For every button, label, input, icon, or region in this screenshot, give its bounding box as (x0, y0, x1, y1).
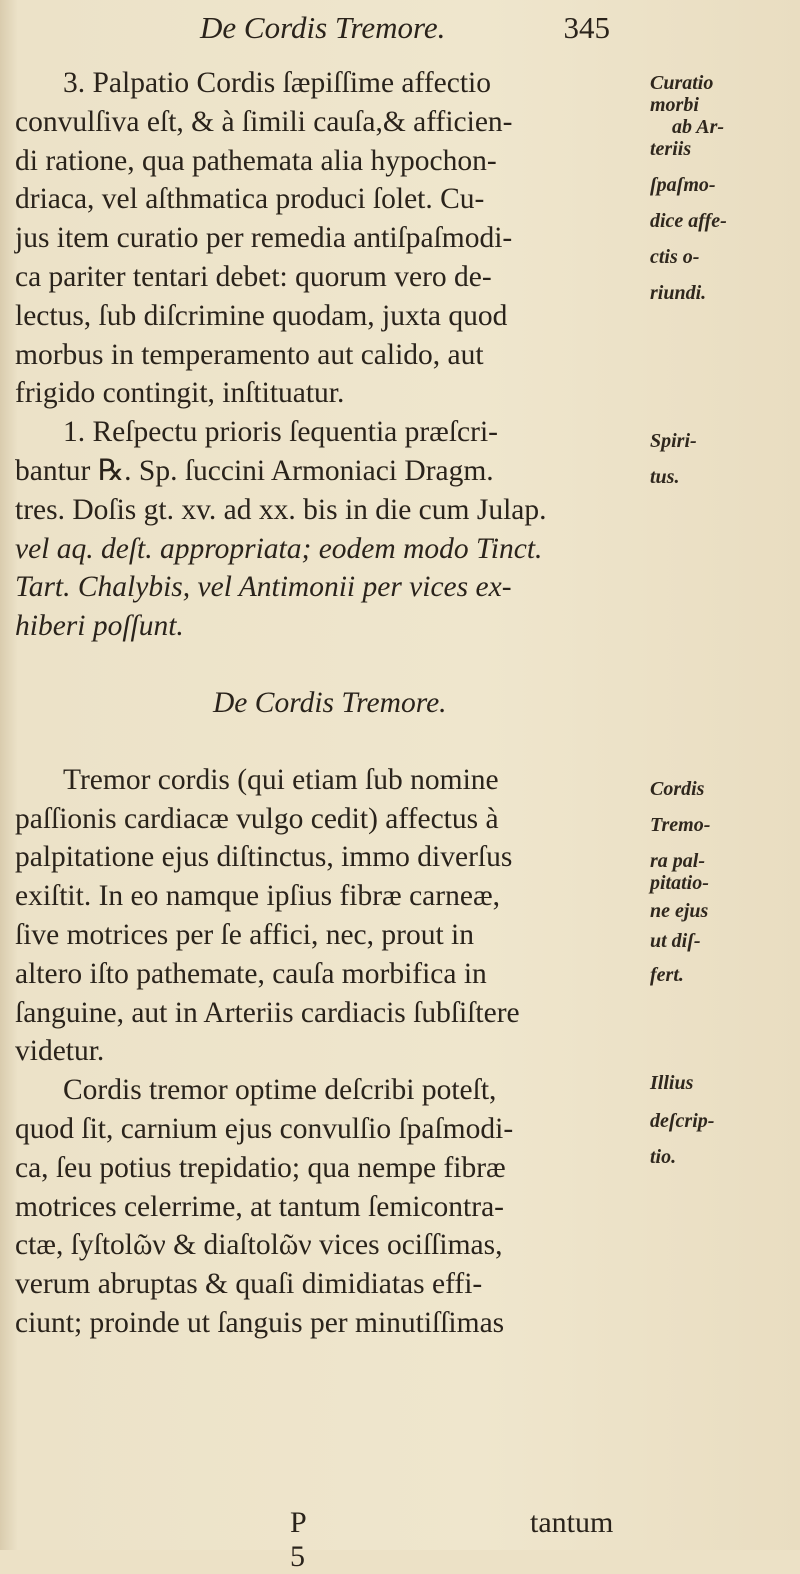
marginal-note-tremor (650, 778, 800, 986)
margin-line: teriis (650, 138, 692, 160)
text-line: convulſiva eſt, & à ſimili cauſa,& afficien- (15, 105, 513, 138)
margin-line: ſpaſmo- (650, 174, 716, 196)
page-number: 345 (563, 10, 610, 45)
margin-line: dice affe- (650, 210, 727, 232)
text-line: ſanguine, aut in Arteriis cardiacis ſubſiſtere (15, 996, 520, 1029)
running-head-title: De Cordis Tremore. (200, 10, 446, 45)
margin-line: tus. (650, 466, 680, 488)
recipe-line: bantur ℞. Sp. ſuccini Armoniaci Dragm. (15, 454, 494, 487)
text-line: morbus in temperamento aut calido, aut (15, 338, 484, 371)
section-heading: De Cordis Tremore. (213, 686, 447, 719)
margin-line: tio. (650, 1146, 677, 1168)
margin-line: morbi (650, 94, 699, 116)
running-head (200, 10, 670, 56)
recipe-line: hiberi poſſunt. (15, 610, 184, 643)
margin-line: ra pal- (650, 850, 705, 872)
text-line: quod ſit, carnium ejus convulſio ſpaſmodi- (15, 1112, 514, 1145)
margin-line: ab Ar- (672, 116, 725, 138)
text-line: motrices celerrime, at tantum ſemicontra- (15, 1190, 504, 1223)
text-line: exiſtit. In eo namque ipſius fibræ carneæ, (15, 880, 500, 913)
text-line: ca, ſeu potius trepidatio; qua nempe fibræ (15, 1151, 506, 1184)
margin-line: pitatio- (650, 872, 709, 894)
text-line: 3. Palpatio Cordis ſæpiſſime affectio (63, 67, 491, 99)
recipe-line: 1. Reſpectu prioris ſequentia præſcri- (63, 416, 498, 449)
main-text (15, 64, 635, 1343)
margin-line: fert. (650, 964, 684, 986)
recipe-line: vel aq. deſt. appropriata; eodem modo Tinct. (15, 532, 543, 565)
text-line: palpitatione ejus diſtinctus, immo diverſus (15, 841, 513, 874)
margin-line: ne ejus (650, 900, 709, 922)
text-line: jus item curatio per remedia antiſpaſmodi- (15, 222, 513, 255)
text-line: paſſionis cardiacæ vulgo cedit) affectus à (15, 802, 499, 835)
text-line: altero iſto pathemate, cauſa morbifica in (15, 957, 487, 990)
marginal-note-spiritus (650, 430, 800, 488)
margin-line: Illius (650, 1072, 694, 1094)
text-line: ctæ, ſyſtolῶν & diaſtolῶν vices ociſſimas, (15, 1229, 503, 1262)
text-line: verum abruptas & quaſi dimidiatas effi- (15, 1268, 483, 1301)
text-line: di ratione, qua pathemata alia hypochon- (15, 144, 497, 177)
text-line: driaca, vel aſthmatica produci ſolet. Cu- (15, 183, 485, 216)
margin-line: riundi. (650, 282, 707, 304)
recipe-line: Tart. Chalybis, vel Antimonii per vices ex- (15, 571, 512, 604)
text-line: ciunt; proinde ut ſanguis per minutiſſimas (15, 1306, 505, 1339)
text-line: ca pariter tentari debet: quorum vero de- (15, 260, 492, 293)
margin-line: deſcrip- (650, 1110, 715, 1132)
margin-line: Curatio (650, 72, 714, 94)
text-line: lectus, ſub diſcrimine quodam, juxta quod (15, 299, 508, 332)
text-line: Cordis tremor optime deſcribi poteſt, (63, 1074, 497, 1107)
catchword: tantum (530, 1506, 614, 1539)
marginal-note-descriptio (650, 1072, 800, 1168)
text-line: Tremor cordis (qui etiam ſub nomine (63, 763, 499, 796)
margin-line: Tremo- (650, 814, 711, 836)
margin-line: ut diſ- (650, 930, 701, 952)
margin-line: Spiri- (650, 430, 697, 452)
marginal-note-curatio (650, 72, 800, 304)
margin-line: ctis o- (650, 246, 700, 268)
recipe-line: tres. Doſis gt. xv. ad xx. bis in die cum Julap. (15, 493, 547, 526)
margin-line: Cordis (650, 778, 705, 800)
text-line: ſive motrices per ſe affici, nec, prout in (15, 918, 474, 951)
text-line: videtur. (15, 1035, 105, 1068)
text-line: frigido contingit, inſtituatur. (15, 377, 345, 410)
signature-mark: P 5 (290, 1506, 306, 1573)
